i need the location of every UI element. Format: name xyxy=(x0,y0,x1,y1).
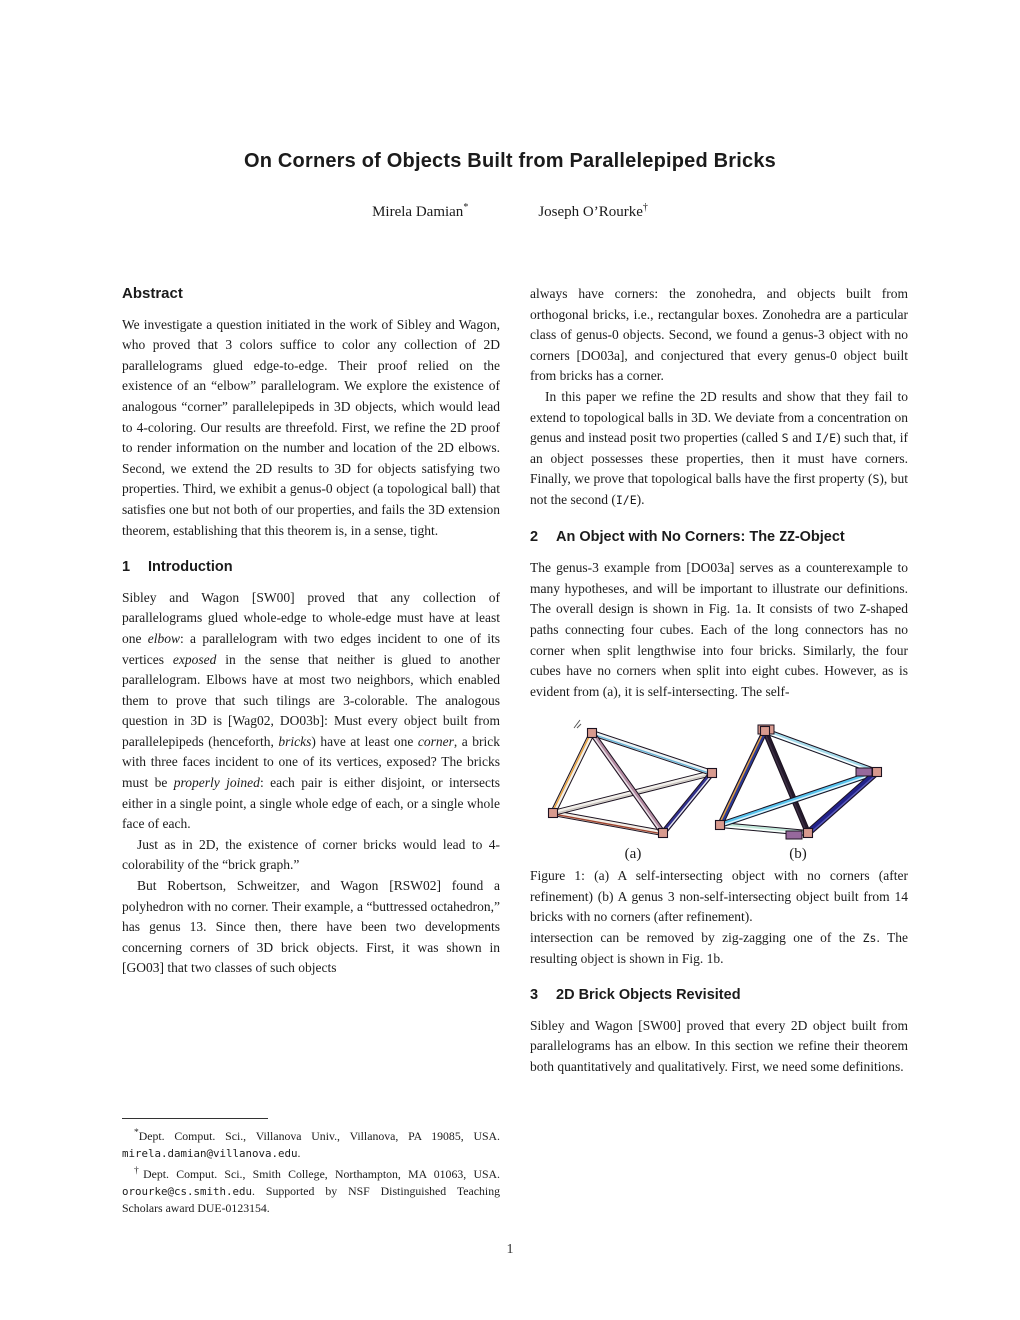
intro-paragraph-1: Sibley and Wagon [SW00] proved that any collection of parallelograms glued whole-edge to whole-edge must have at least one elbow: a parallelogram with two edges incident to one of its vertices exposed in the sense that neither is glued to another parallelogram. Elbows have at most two neighbors, which enabled them to prove that such tilings are 3-colorable. The analogous question in 3D is [Wag02, DO03b]: Must every object built from parallelepipeds (henceforth, bricks) have at least one corner, a brick with three faces incident to one of its vertices, exposed? The bricks must be properly joined: each pair is either disjoint, or intersects either in a single point, a single whole edge of each, or a single whole face of each. xyxy=(122,589,500,832)
section-1-number: 1 xyxy=(122,559,131,576)
section-2-title: An Object with No Corners: The ZZ-Object xyxy=(556,528,845,545)
author-2: Joseph O’Rourke† xyxy=(538,202,648,220)
section-3-number: 3 xyxy=(530,987,539,1004)
figure-1-canvas xyxy=(530,710,908,864)
abstract-heading: Abstract xyxy=(122,285,183,302)
intro-paragraph-3: But Robertson, Schweitzer, and Wagon [RSW02] found a polyhedron with no corner. Their example, a “buttressed octahedron,” has genus 13. Since then, there have been two developments concerning corners of 3D brick objects. First, it was shown in [GO03] that two classes of such objects xyxy=(122,878,500,976)
section-3-paragraph-1: Sibley and Wagon [SW00] proved that every 2D object built from parallelograms has an elbow. In this section we refine their theorem both quantitatively and qualitatively. First, we need some definitions. xyxy=(530,1017,908,1075)
continuation-paragraph: always have corners: the zonohedra, and objects built from orthogonal bricks, i.e., rectangular boxes. Zonohedra are a particular class of genus-0 objects. Second, we found a genus-3 object with no corners [DO03a], and conjectured that every genus-0 object built from bricks has a corner. xyxy=(530,286,908,384)
page-number: 1 xyxy=(506,1242,514,1257)
svg-text:(a): (a) xyxy=(624,846,642,863)
svg-text:(b): (b) xyxy=(789,846,807,863)
section-1-title: Introduction xyxy=(148,559,233,576)
footnote-1: *Dept. Comput. Sci., Villanova Univ., Villanova, PA 19085, USA. mirela.damian@villanova.edu. xyxy=(122,1128,500,1161)
section-3-title: 2D Brick Objects Revisited xyxy=(556,987,741,1004)
section-2-number: 2 xyxy=(530,528,539,545)
author-row xyxy=(0,202,1020,221)
section-2-paragraph-1: The genus-3 example from [DO03a] serves as a counterexample to many hypotheses, and will be important to illustrate our definitions. The overall design is shown in Fig. 1a. It consists of two Z-shaped paths connecting four cubes. Each of the long connectors has no corner when split lengthwise into four bricks. Similarly, the four cubes have no corners when split into eight cubes. However, as is evident from (a), it is self-intersecting. The self- xyxy=(530,560,908,699)
section-2-paragraph-2: intersection can be removed by zig-zagging one of the Zs. The resulting object is shown in Fig. 1b. xyxy=(530,930,908,966)
author-2-mark: † xyxy=(642,202,648,213)
author-1-mark: * xyxy=(463,202,469,213)
abstract-text: We investigate a question initiated in the work of Sibley and Wagon, who proved that 3 colors suffice to color any collection of 2D parallelograms glued edge-to-edge. Their proof relied on the existence of an “elbow” parallelogram. We explore the existence of analogous “corner” parallelepipeds in 3D objects, which would lead to 4-coloring. Our results are threefold. First, we refine the 2D proof to render information on the number and location of the 2D elbows. Second, we extend the 2D results to 3D for objects satisfying two properties. Third, we exhibit a genus-0 object (a topological ball) that satisfies one but not both of our properties, and fails the 3D extension theorem, establishing that this theorem is, in a sense, tight. xyxy=(122,316,500,538)
figure-1-caption: Figure 1: (a) A self-intersecting object with no corners (after refinement) (b) A genus 3 non-self-intersecting object built from 14 bricks with no corners (after refinement). xyxy=(530,868,908,925)
paper-overview-paragraph: In this paper we refine the 2D results and show that they fail to extend to topological balls in 3D. We deviate from a concentration on genus and instead posit two properties (called S and I/E) such that, if an object possesses these properties, then it must have corners. Finally, we prove that topological balls have the first property (S), but not the second (I/E). xyxy=(530,388,908,507)
left-column xyxy=(122,284,500,1122)
section-1-heading xyxy=(122,557,500,578)
figure-1 xyxy=(530,710,908,864)
intro-paragraph-2: Just as in 2D, the existence of corner bricks would lead to 4-colorability of the “brick graph.” xyxy=(122,836,500,873)
author-1: Mirela Damian* xyxy=(372,202,469,220)
footnote-rule xyxy=(122,1118,268,1119)
section-2-heading xyxy=(530,527,908,549)
footnote-block xyxy=(122,1118,500,1218)
page-title: On Corners of Objects Built from Parallelepiped Bricks xyxy=(243,150,777,172)
section-3-heading xyxy=(530,985,908,1006)
right-column xyxy=(530,284,908,1224)
footnote-2: †Dept. Comput. Sci., Smith College, Northampton, MA 01063, USA. orourke@cs.smith.edu. Supported by NSF Distinguished Teaching Scholars award DUE-0123154. xyxy=(122,1165,500,1216)
